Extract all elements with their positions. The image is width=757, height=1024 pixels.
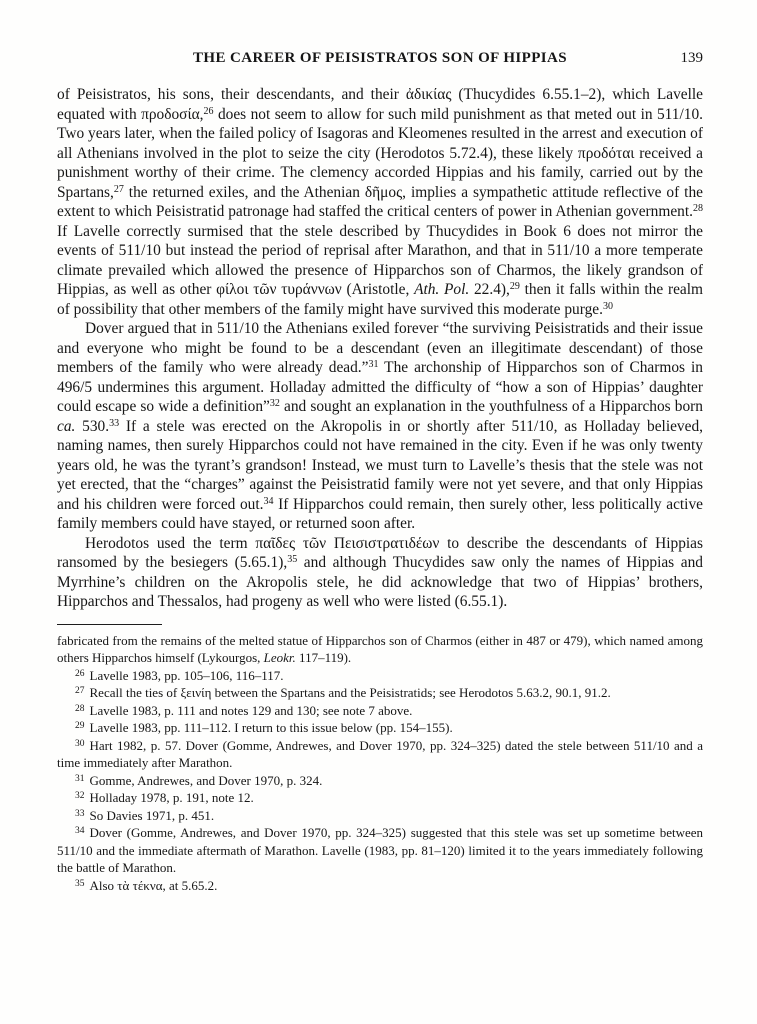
running-head-title: THE CAREER OF PEISISTRATOS SON OF HIPPIAS <box>193 50 567 66</box>
text-run: If Lavelle correctly surmised that the stele described by Thucydides in Book 6 does not mirror the events of 511/10 but instead the period of reprisal after Marathon, and that in 511/10 a more temperate climate prevailed which allowed the presence of Hipparchos son of Charmos, the likely grandson of Hippias, as well as other φίλοι τῶν τυράννων (Aristotle, <box>57 222 703 298</box>
text-run: Dover argued that in 511/10 the Athenians exiled forever “the surviving Peisistratids and their issue and everyone who might be found to be a descendant (even an illegitimate descendant) of those members of the family who were already dead.” <box>57 320 703 376</box>
footnote-ref: 27 <box>113 183 124 195</box>
footnote-number: 28 <box>75 703 85 714</box>
page-number: 139 <box>680 50 703 66</box>
footnote-number: 35 <box>75 878 85 889</box>
footnote-item <box>57 719 703 737</box>
footnote-ref: 31 <box>368 359 379 370</box>
footnote-item <box>57 702 703 720</box>
footnote-item <box>57 772 703 790</box>
footnote-item <box>57 807 703 825</box>
text-run: 117–119). <box>295 650 352 665</box>
footnote-number: 34 <box>75 826 85 836</box>
body-paragraph <box>57 534 703 612</box>
footnote-ref: 35 <box>287 554 298 565</box>
body-paragraph <box>57 85 703 319</box>
footnote-item <box>57 667 703 685</box>
footnote-number: 29 <box>75 721 85 731</box>
body-text <box>57 85 703 612</box>
text-run: So Davies 1971, p. 451. <box>89 807 215 823</box>
footnote-item <box>57 684 703 702</box>
footnote-continuation <box>57 632 703 667</box>
footnote-number: 30 <box>75 738 85 749</box>
footnote-number: 33 <box>75 808 85 819</box>
footnote-item <box>57 824 703 877</box>
text-run: the returned exiles, and the Athenian δῆμος, implies a sympathetic attitude reflective of the extent to which Peisistratid patronage had staffed the critical centers of power in Athenian government. <box>57 183 703 220</box>
footnote-number: 31 <box>75 773 85 784</box>
footnote-number: 26 <box>75 668 85 679</box>
text-run: and although Thucydides saw only the names of Hippias and Myrrhine’s children on the Akropolis stele, he did acknowledge that two of Hippias’ brothers, Hipparchos and Thessalos, had progeny as well who were listed (6.55.1). <box>57 554 703 610</box>
text-run: The archonship of Hipparchos son of Charmos in 496/5 undermines this argument. Holladay admitted the difficulty of “how a son of Hippias’ daughter could escape so wide a definition” <box>57 359 703 415</box>
running-head <box>57 50 703 69</box>
footnote-ref: 33 <box>109 417 120 429</box>
text-run: Lavelle 1983, p. 111 and notes 129 and 130; see note 7 above. <box>89 702 413 718</box>
footnote-ref: 26 <box>203 105 214 117</box>
footnote-item <box>57 877 703 895</box>
text-run: If a stele was erected on the Akropolis in or shortly after 511/10, as Holladay believed, naming names, then surely Hipparchos could not have remained in the city. Even if he was only twenty years old, he was the tyrant’s grandson! Instead, we must turn to Lavelle’s thesis that the stele was not yet erected, that the “charges” against the Peisistratid family were not yet severe, and that only Hippias and his children were forced out. <box>57 417 704 513</box>
footnote-number: 27 <box>75 686 85 696</box>
text-run: Herodotos used the term παῖδες τῶν Πεισιστρατιδέων to describe the descendants of Hippias ransomed by the besiegers (5.65.1), <box>57 534 703 571</box>
text-run: Also τὰ τέκνα, at 5.65.2. <box>89 877 218 893</box>
text-run: Lavelle 1983, pp. 111–112. I return to this issue below (pp. 154–155). <box>89 720 453 735</box>
body-paragraph <box>57 319 703 534</box>
text-run: 530. <box>75 417 110 435</box>
italic-text-run: Leokr. <box>263 650 296 665</box>
footnotes-section <box>57 632 703 895</box>
text-run: Hart 1982, p. 57. Dover (Gomme, Andrewes, and Dover 1970, pp. 324–325) dated the stele between 511/10 and a time immediately after Marathon. <box>57 737 703 770</box>
italic-text-run: Ath. Pol. <box>414 281 470 298</box>
text-run: Recall the ties of ξεινίη between the Spartans and the Peisistratids; see Herodotos 5.63.2, 90.1, 91.2. <box>89 685 611 700</box>
footnote-ref: 30 <box>602 300 613 312</box>
text-run: then it falls within the realm of possibility that other members of the family might have survived this moderate purge. <box>57 281 703 318</box>
footnote-number: 32 <box>75 791 85 801</box>
footnote-item <box>57 789 703 807</box>
footnote-ref: 34 <box>263 495 274 507</box>
text-run: of Peisistratos, his sons, their descendants, and their ἀδικίας (Thucydides 6.55.1–2), which Lavelle equated with προδοσία, <box>57 86 703 123</box>
text-run: and sought an explanation in the youthfulness of a Hipparchos born <box>279 398 703 415</box>
text-run: Holladay 1978, p. 191, note 12. <box>89 790 254 805</box>
footnote-separator-rule <box>57 624 162 625</box>
text-run: 22.4), <box>469 281 510 298</box>
text-run: Lavelle 1983, pp. 105–106, 116–117. <box>89 667 284 683</box>
text-run: If Hipparchos could remain, then surely other, less politically active family members could have stayed, or returned soon after. <box>57 495 703 532</box>
italic-text-run: ca. <box>57 417 76 435</box>
text-run: does not seem to allow for such mild punishment as that meted out in 511/10. Two years later, when the failed policy of Isagoras and Kleomenes resulted in the arrest and execution of all Athenians involved in the plot to seize the city (Herodotos 5.72.4), these likely προδόται received a punishment worthy of their crime. The clemency accorded Hippias and his family, carried out by the Spartans, <box>57 105 704 201</box>
text-run: Gomme, Andrewes, and Dover 1970, p. 324. <box>89 772 323 788</box>
footnote-ref: 29 <box>509 281 520 292</box>
text-run: Dover (Gomme, Andrewes, and Dover 1970, pp. 324–325) suggested that this stele was set up sometime between 511/10 and the immediate aftermath of Marathon. Lavelle (1983, pp. 81–120) limited it to the years immediately following the battle of Marathon. <box>57 825 703 875</box>
footnote-ref: 28 <box>693 203 703 214</box>
footnote-ref: 32 <box>269 398 280 409</box>
text-run: fabricated from the remains of the melted statue of Hipparchos son of Charmos (either in 487 or 479), which named among others Hipparchos himself (Lykourgos, <box>57 632 703 665</box>
footnote-item <box>57 737 703 772</box>
